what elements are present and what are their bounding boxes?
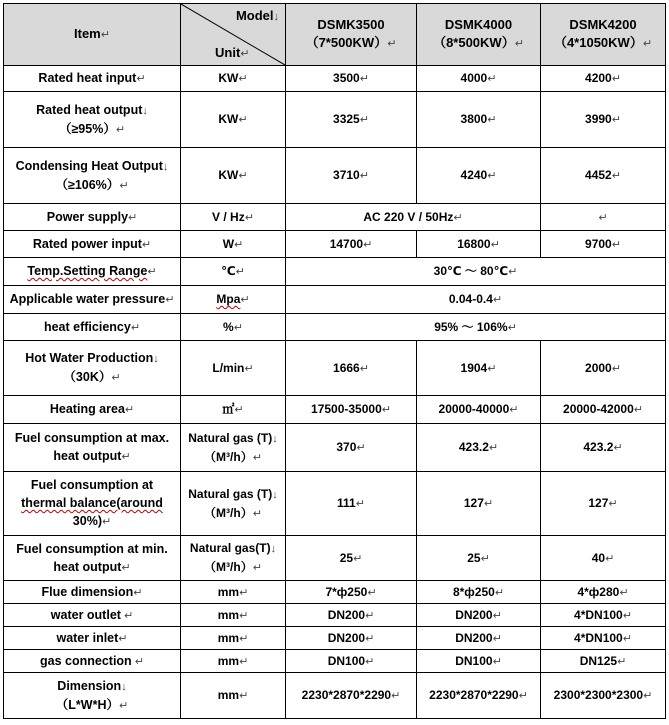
row-label: water inlet↵: [4, 627, 181, 650]
row-unit: mm↵: [181, 673, 286, 719]
table-row: [4, 92, 666, 148]
header-row: [4, 4, 666, 66]
table-row: [4, 231, 666, 258]
row-unit: mm↵: [181, 627, 286, 650]
row-value: 17500-35000↵: [286, 396, 417, 424]
model-3-header: DSMK4200 （4*1050KW）↵: [541, 4, 666, 66]
row-unit: mm↵: [181, 581, 286, 604]
table-row: [4, 66, 666, 92]
table-row: [4, 604, 666, 627]
table-row: [4, 673, 666, 719]
row-value: DN125↵: [541, 650, 666, 673]
row-value: 4*DN100↵: [541, 604, 666, 627]
row-label: Flue dimension↵: [4, 581, 181, 604]
model-unit-header: [181, 4, 286, 66]
row-value: 7*ф250↵: [286, 581, 417, 604]
row-value: 2300*2300*2300↵: [541, 673, 666, 719]
row-value: 40↵: [541, 536, 666, 581]
table-row: [4, 314, 666, 341]
table-row: [4, 286, 666, 314]
row-value: 3990↵: [541, 92, 666, 148]
row-label: gas connection ↵: [4, 650, 181, 673]
table-row: [4, 258, 666, 286]
row-value: 4000↵: [417, 66, 541, 92]
row-value: DN200↵: [417, 627, 541, 650]
row-label: water outlet ↵: [4, 604, 181, 627]
row-value: 25↵: [286, 536, 417, 581]
row-value: 14700↵: [286, 231, 417, 258]
row-unit: mm↵: [181, 604, 286, 627]
row-value: 30℃ ～ 80℃↵: [286, 258, 666, 286]
row-unit: Natural gas (T)↓ （M³/h）↵: [181, 424, 286, 472]
row-unit: V / Hz↵: [181, 204, 286, 231]
row-value: DN200↵: [286, 604, 417, 627]
row-value: 3500↵: [286, 66, 417, 92]
row-unit: Natural gas (T)↓ （M³/h）↵: [181, 472, 286, 536]
row-value: 423.2↵: [417, 424, 541, 472]
row-value: 20000-40000↵: [417, 396, 541, 424]
row-label: Fuel consumption at thermal balance(around 30%)↵: [4, 472, 181, 536]
row-label: Power supply↵: [4, 204, 181, 231]
row-value: 4*DN100↵: [541, 627, 666, 650]
table-row: [4, 424, 666, 472]
row-value: 1904↵: [417, 341, 541, 396]
row-value: 4200↵: [541, 66, 666, 92]
row-value: 2230*2870*2290↵: [417, 673, 541, 719]
table-row: [4, 627, 666, 650]
row-label: Applicable water pressure↵: [4, 286, 181, 314]
table-row: [4, 204, 666, 231]
row-unit: Mpa↵: [181, 286, 286, 314]
row-value: 3325↵: [286, 92, 417, 148]
row-value: 9700↵: [541, 231, 666, 258]
row-value: DN200↵: [286, 627, 417, 650]
row-unit: Natural gas(T)↓ （M³/h）↵: [181, 536, 286, 581]
model-2-header: DSMK4000 （8*500KW）↵: [417, 4, 541, 66]
table-row: [4, 536, 666, 581]
row-label: Hot Water Production↓ （30K）↵: [4, 341, 181, 396]
row-unit: KW↵: [181, 66, 286, 92]
row-label: Heating area↵: [4, 396, 181, 424]
row-label: Fuel consumption at max. heat output↵: [4, 424, 181, 472]
row-unit: mm↵: [181, 650, 286, 673]
item-header: Item↵: [4, 4, 181, 66]
row-value: DN200↵: [417, 604, 541, 627]
table-row: [4, 650, 666, 673]
row-value: ↵: [541, 204, 666, 231]
row-value: 20000-42000↵: [541, 396, 666, 424]
row-value: 2230*2870*2290↵: [286, 673, 417, 719]
row-label: Rated heat input↵: [4, 66, 181, 92]
row-value: 4*ф280↵: [541, 581, 666, 604]
row-value: AC 220 V / 50Hz↵: [286, 204, 541, 231]
row-value: 4240↵: [417, 148, 541, 204]
table-row: [4, 148, 666, 204]
row-value: DN100↵: [417, 650, 541, 673]
row-unit: KW↵: [181, 92, 286, 148]
spec-table: [3, 3, 666, 719]
row-unit: L/min↵: [181, 341, 286, 396]
row-label: Condensing Heat Output↓ （≥106%）↵: [4, 148, 181, 204]
table-row: [4, 341, 666, 396]
row-label: Rated heat output↓ （≥95%）↵: [4, 92, 181, 148]
row-label: Fuel consumption at min. heat output↵: [4, 536, 181, 581]
row-value: 8*ф250↵: [417, 581, 541, 604]
model-1-header: DSMK3500 （7*500KW）↵: [286, 4, 417, 66]
row-value: 127↵: [417, 472, 541, 536]
row-value: 2000↵: [541, 341, 666, 396]
row-value: 3800↵: [417, 92, 541, 148]
row-value: 3710↵: [286, 148, 417, 204]
row-label: Rated power input↵: [4, 231, 181, 258]
row-value: 25↵: [417, 536, 541, 581]
row-value: 1666↵: [286, 341, 417, 396]
row-label: Temp.Setting Range↵: [4, 258, 181, 286]
row-value: 95% ～ 106%↵: [286, 314, 666, 341]
row-value: DN100↵: [286, 650, 417, 673]
row-unit: ℃↵: [181, 258, 286, 286]
unit-label: Unit↵: [215, 45, 250, 60]
table-row: [4, 581, 666, 604]
table-row: [4, 472, 666, 536]
row-value: 370↵: [286, 424, 417, 472]
row-value: 111↵: [286, 472, 417, 536]
row-unit: W↵: [181, 231, 286, 258]
row-unit: ㎡↵: [181, 396, 286, 424]
row-value: 127↵: [541, 472, 666, 536]
row-unit: KW↵: [181, 148, 286, 204]
table-row: [4, 396, 666, 424]
row-label: heat efficiency↵: [4, 314, 181, 341]
row-value: 4452↵: [541, 148, 666, 204]
row-unit: %↵: [181, 314, 286, 341]
row-value: 0.04-0.4↵: [286, 286, 666, 314]
row-label: Dimension↓ （L*W*H）↵: [4, 673, 181, 719]
model-label: Model↓: [235, 8, 279, 23]
row-value: 423.2↵: [541, 424, 666, 472]
row-value: 16800↵: [417, 231, 541, 258]
